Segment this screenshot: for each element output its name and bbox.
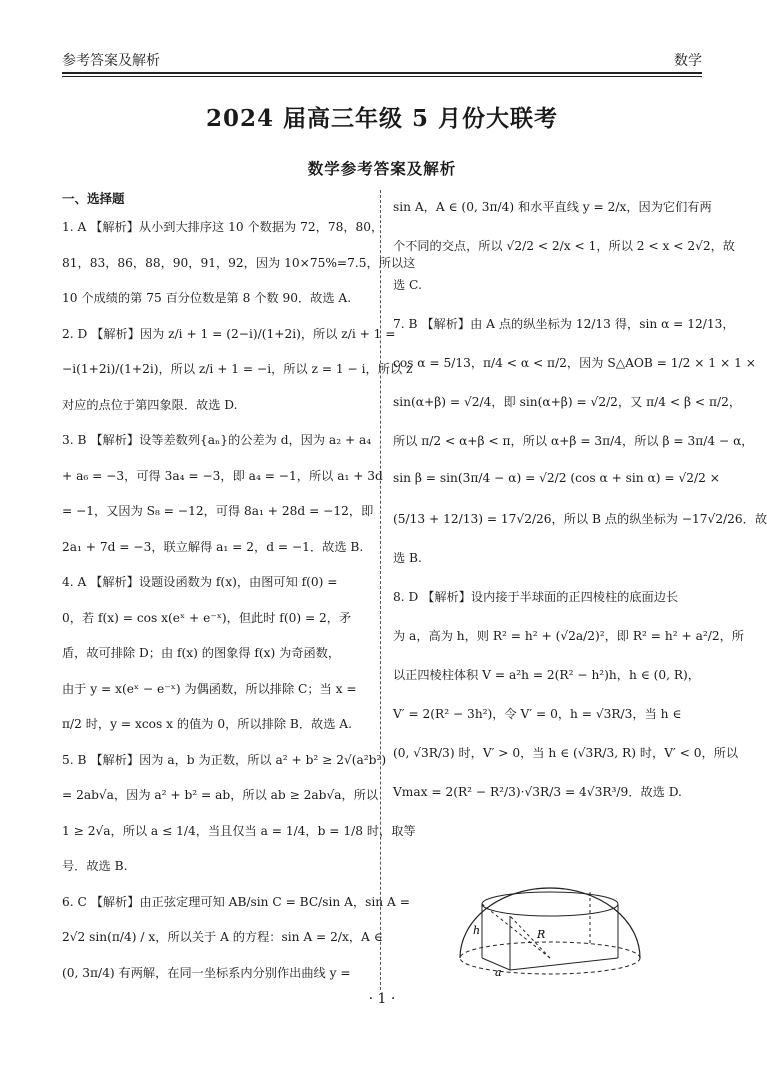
answer-line: (0, √3R/3) 时，V′ > 0，当 h ∈ (√3R/3, R) 时，V′ < 0，所以 [393, 746, 739, 760]
header-rule-thick [62, 72, 702, 74]
answer-line: V′ = 2(R² − 3h²)，令 V′ = 0，h = √3R/3，当 h ∈ [393, 707, 682, 721]
header-left-label: 参考答案及解析 [62, 53, 160, 69]
page-title: 2024 届高三年级 5 月份大联考 [205, 105, 559, 132]
answer-line: 2. D 【解析】因为 z/i + 1 = (2−i)/(1+2i)，所以 z/i + 1 = [62, 326, 396, 341]
answer-line: 个不同的交点，所以 √2/2 < 2/x < 1，所以 2 < x < 2√2，故 [393, 239, 735, 253]
answer-line: 8. D 【解析】设内接于半球面的正四棱柱的底面边长 [393, 590, 679, 604]
figure-label-R: R [537, 928, 546, 941]
answer-line: π/2 时，y = xcos x 的值为 0，所以排除 B．故选 A. [62, 717, 352, 731]
answer-line: (0, 3π/4) 有两解，在同一坐标系内分别作出曲线 y = [62, 965, 351, 980]
answer-line: 对应的点位于第四象限．故选 D. [62, 397, 238, 412]
answer-line: 2a₁ + 7d = −3，联立解得 a₁ = 2，d = −1．故选 B. [62, 539, 364, 554]
header-subject-label: 数学 [674, 53, 702, 69]
answer-line: 号．故选 B. [62, 859, 128, 873]
answer-line: 1. A 【解析】从小到大排序这 10 个数据为 72，78，80， [62, 220, 384, 234]
page-header [62, 46, 702, 72]
answer-line: 6. C 【解析】由正弦定理可知 AB/sin C = BC/sin A，sin A = [62, 894, 410, 909]
answer-line: 1 ≥ 2√a，所以 a ≤ 1/4，当且仅当 a = 1/4，b = 1/8 时，取等 [62, 823, 416, 838]
answer-line: 10 个成绩的第 75 百分位数是第 8 个数 90．故选 A. [62, 291, 352, 305]
answer-line: sin A，A ∈ (0, 3π/4) 和水平直线 y = 2/x，因为它们有两 [393, 200, 712, 214]
section-heading: 一、选择题 [62, 191, 125, 206]
answer-line: 5. B 【解析】因为 a，b 为正数，所以 a² + b² ≥ 2√(a²b²) [62, 752, 387, 767]
prism-top-circle [482, 892, 618, 916]
figure-label-a: a [495, 966, 502, 979]
answer-line: 盾，故可排除 D；由 f(x) 的图象得 f(x) 为奇函数， [62, 646, 341, 660]
page-number: · 1 · [368, 991, 396, 1007]
answer-line: + a₆ = −3，可得 3a₄ = −3，即 a₄ = −1，所以 a₁ + 3d [62, 468, 383, 483]
answer-line: 以正四棱柱体积 V = a²h = 2(R² − h²)h，h ∈ (0, R)， [393, 668, 700, 682]
answer-line: 所以 π/2 < α+β < π，所以 α+β = 3π/4，所以 β = 3π/4 − α， [393, 434, 754, 448]
prism-base-right [510, 958, 618, 970]
answer-line: (5/13 + 12/13) = 17√2/26，所以 B 点的纵坐标为 −17√2/26．故 [393, 512, 767, 526]
answer-line: 4. A 【解析】设题设函数为 f(x)，由图可知 f(0) = [62, 575, 338, 589]
answer-line: 7. B 【解析】由 A 点的纵坐标为 12/13 得，sin α = 12/13， [393, 317, 735, 331]
answer-line: 3. B 【解析】设等差数列{aₙ}的公差为 d，因为 a₂ + a₄ [62, 433, 372, 447]
answer-line: −i(1+2i)/(1+2i)，所以 z/i + 1 = −i，所以 z = 1 − i，所以 z [62, 362, 413, 376]
answer-line: 0，若 f(x) = cos x(eˣ + e⁻ˣ)，但此时 f(0) = 2，矛 [62, 610, 352, 625]
answer-line: 2√2 sin(π/4) / x，所以关于 A 的方程：sin A = 2/x，A ∈ [62, 930, 383, 944]
answer-line: cos α = 5/13，π/4 < α < π/2，因为 S△AOB = 1/2 × 1 × 1 × [393, 356, 756, 370]
figure-label-h: h [473, 924, 481, 937]
answer-line: sin β = sin(3π/4 − α) = √2/2 (cos α + sin α) = √2/2 × [393, 471, 720, 485]
answer-line: = −1，又因为 S₈ = −12，可得 8a₁ + 28d = −12，即 [62, 504, 374, 518]
answer-line: 由于 y = x(eˣ − e⁻ˣ) 为偶函数，所以排除 C；当 x = [62, 681, 357, 696]
answer-line: sin(α+β) = √2/4，即 sin(α+β) = √2/2，又 π/4 < β < π/2， [393, 395, 742, 409]
answer-line: = 2ab√a，因为 a² + b² = ab，所以 ab ≥ 2ab√a，所以 [62, 788, 379, 802]
answer-line: 为 a，高为 h，则 R² = h² + (√2a/2)²，即 R² = h² + a²/2，所 [393, 629, 744, 643]
hemisphere-prism-figure [455, 878, 645, 978]
header-rule-thin [62, 76, 702, 77]
column-divider [380, 190, 381, 990]
answer-line: 选 B. [393, 551, 422, 565]
answer-line: 选 C. [393, 278, 422, 292]
answer-line: Vmax = 2(R² − R²/3)·√3R/3 = 4√3R³/9．故选 D. [393, 785, 682, 799]
hemisphere-outline [460, 888, 640, 958]
page-subtitle: 数学参考答案及解析 [307, 159, 457, 178]
answer-line: 81，83，86，88，90，91，92，因为 10×75%=7.5，所以这 [62, 255, 416, 270]
